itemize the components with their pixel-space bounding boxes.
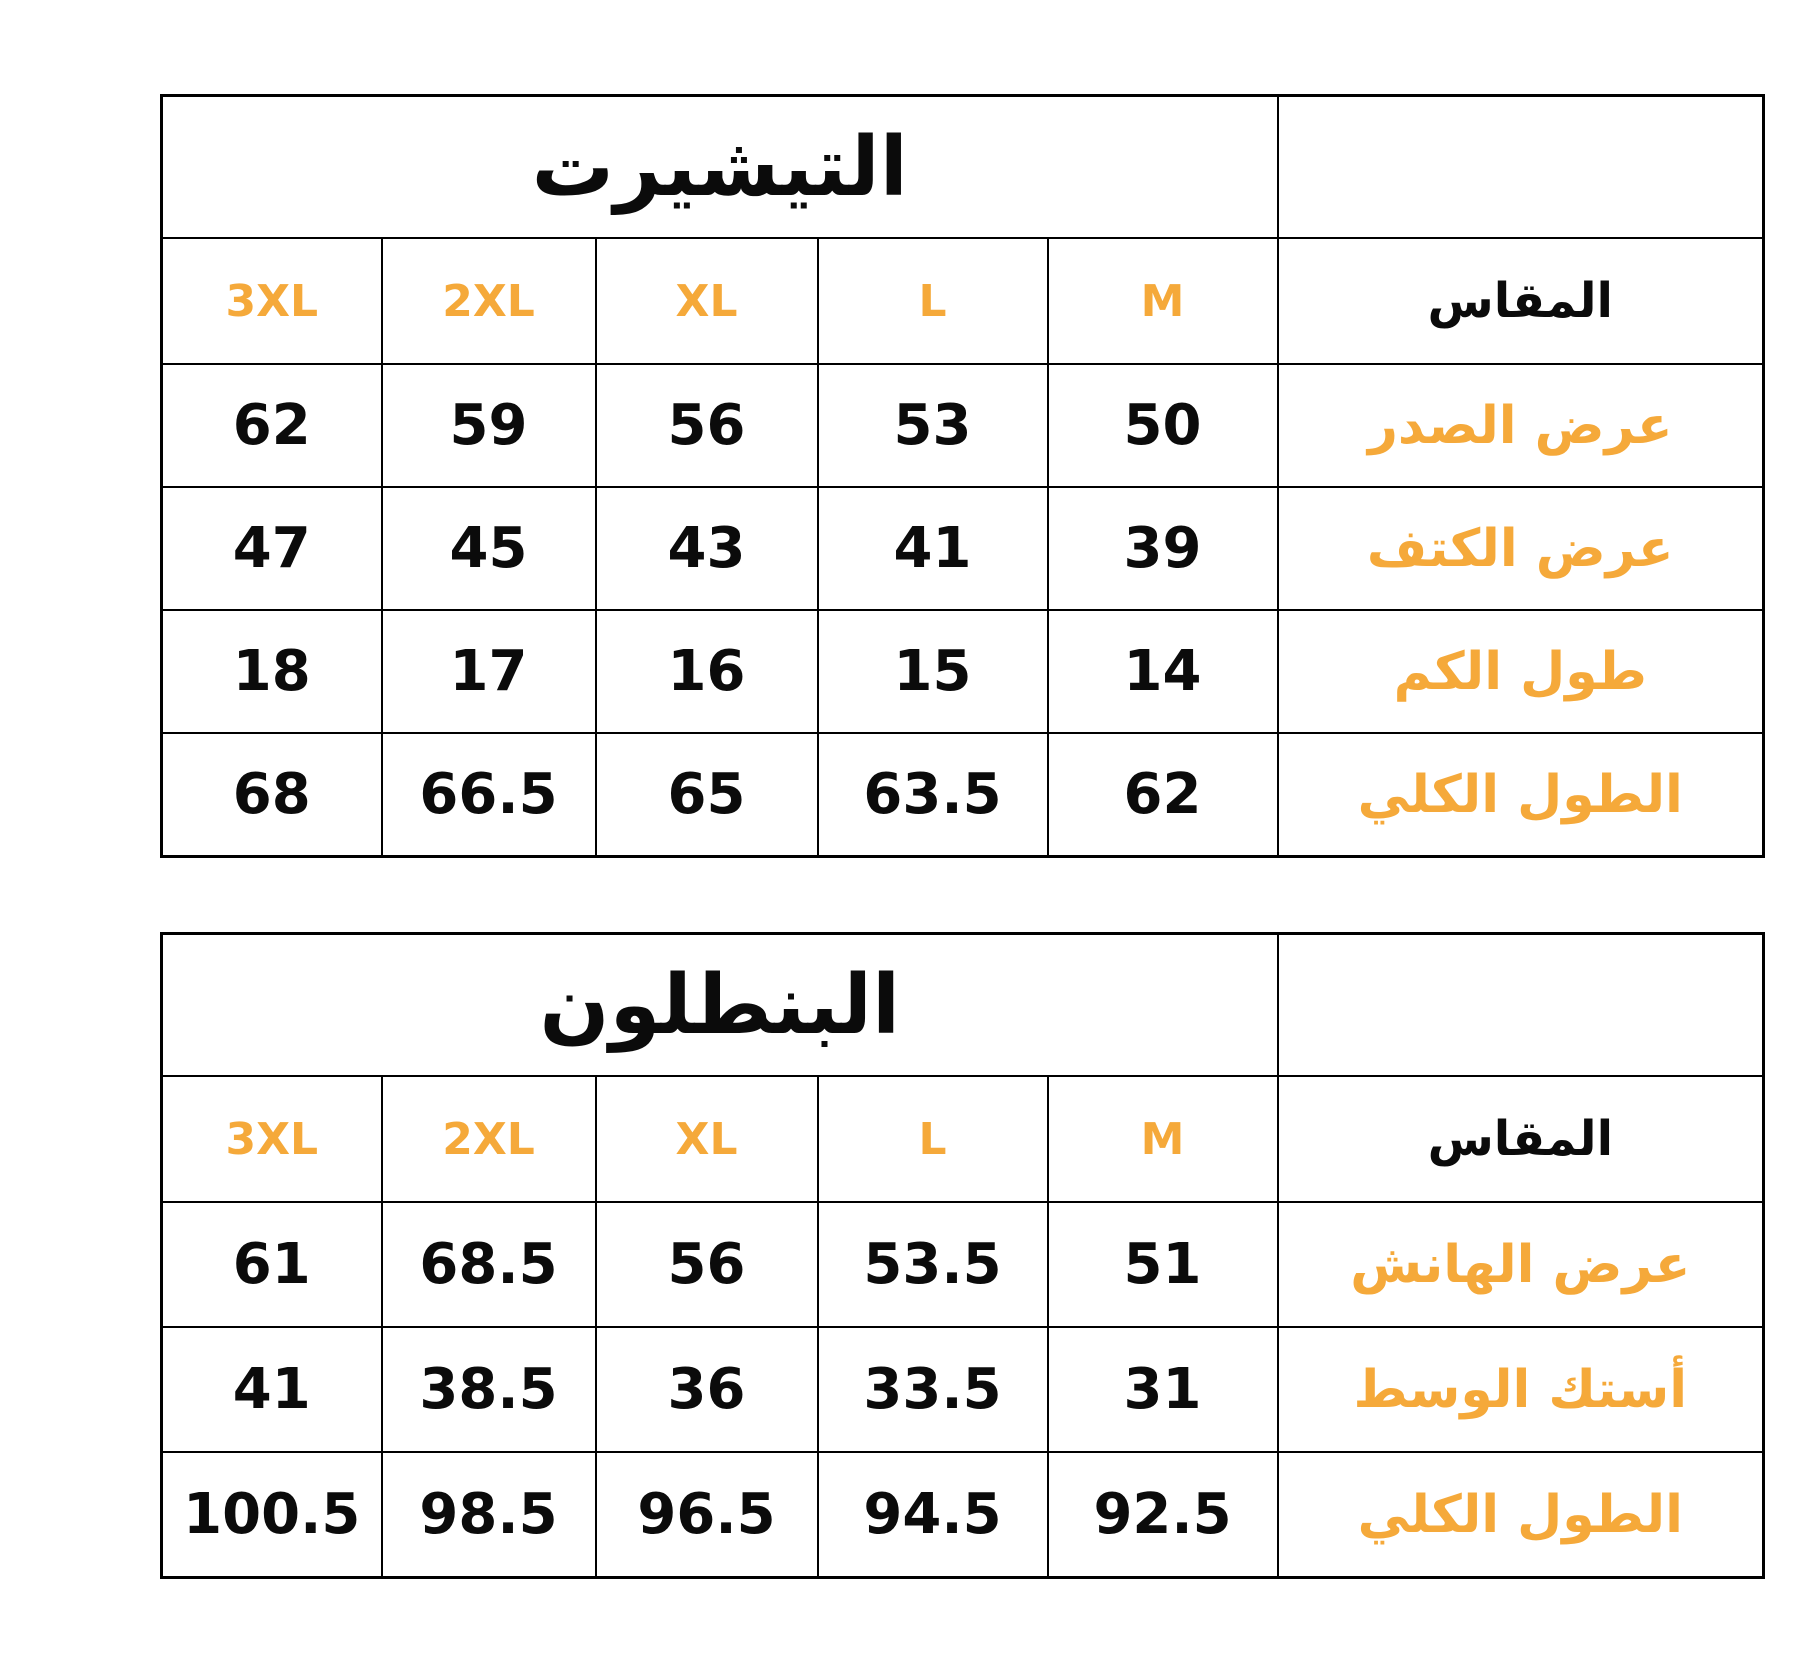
- size-label: L: [918, 1113, 947, 1165]
- value: 96.5: [637, 1482, 776, 1547]
- pants-blank-corner: [1278, 934, 1764, 1077]
- row-label-cell: [1278, 610, 1764, 733]
- value: 51: [1123, 1232, 1202, 1297]
- size-label: 3XL: [225, 1113, 319, 1165]
- measure-label: المقاس: [1427, 273, 1613, 329]
- value-cell: [382, 1202, 596, 1327]
- value-cell: [162, 1452, 382, 1578]
- size-label: M: [1140, 275, 1185, 327]
- size-header-l: [818, 238, 1048, 364]
- value-cell: [382, 1452, 596, 1578]
- value-cell: [1048, 364, 1278, 487]
- value: 56: [667, 393, 746, 458]
- table-row: [162, 487, 1764, 610]
- row-label-cell: [1278, 733, 1764, 857]
- value-cell: [162, 1202, 382, 1327]
- row-label: أستك الوسط: [1353, 1359, 1688, 1420]
- value: 56: [667, 1232, 746, 1297]
- value-cell: [162, 610, 382, 733]
- value: 100.5: [183, 1482, 361, 1547]
- value-cell: [596, 1202, 818, 1327]
- value-cell: [818, 487, 1048, 610]
- pants-size-header-row: [162, 1076, 1764, 1202]
- measure-header: [1278, 1076, 1764, 1202]
- value-cell: [596, 1327, 818, 1452]
- value: 98.5: [419, 1482, 558, 1547]
- pants-title: البنطلون: [539, 957, 901, 1053]
- measure-label: المقاس: [1427, 1111, 1614, 1167]
- value: 62: [1123, 762, 1202, 827]
- value-cell: [818, 1452, 1048, 1578]
- value-cell: [818, 610, 1048, 733]
- tshirt-size-header-row: [162, 238, 1764, 364]
- value: 31: [1123, 1357, 1202, 1422]
- size-header-xl: [596, 1076, 818, 1202]
- value-cell: [1048, 610, 1278, 733]
- size-header-3xl: [162, 1076, 382, 1202]
- value: 65: [667, 762, 746, 827]
- value: 62: [232, 393, 311, 458]
- row-label: الطول الكلي: [1357, 764, 1683, 825]
- tshirt-title-cell: [162, 96, 1278, 239]
- value-cell: [596, 487, 818, 610]
- tshirt-title-row: [162, 96, 1764, 239]
- size-header-2xl: [382, 1076, 596, 1202]
- value-cell: [162, 1327, 382, 1452]
- value: 61: [232, 1232, 311, 1297]
- table-row: [162, 1327, 1764, 1452]
- value: 94.5: [863, 1482, 1002, 1547]
- value: 59: [449, 393, 528, 458]
- size-label: M: [1140, 1113, 1185, 1165]
- size-header-m: [1048, 238, 1278, 364]
- table-row: [162, 1202, 1764, 1327]
- value: 38.5: [419, 1357, 558, 1422]
- value-cell: [162, 364, 382, 487]
- value: 47: [232, 516, 311, 581]
- value-cell: [1048, 1327, 1278, 1452]
- value: 68.5: [419, 1232, 558, 1297]
- row-label: عرض الكتف: [1366, 518, 1674, 579]
- size-label: XL: [675, 275, 738, 327]
- value-cell: [382, 733, 596, 857]
- value: 92.5: [1093, 1482, 1232, 1547]
- value: 53: [893, 393, 972, 458]
- pants-title-cell: [162, 934, 1278, 1077]
- value-cell: [382, 1327, 596, 1452]
- size-label: 2XL: [442, 1113, 535, 1165]
- value: 50: [1123, 393, 1202, 458]
- row-label: عرض الهانش: [1350, 1234, 1691, 1295]
- size-header-2xl: [382, 238, 596, 364]
- value-cell: [382, 364, 596, 487]
- row-label: الطول الكلي: [1357, 1484, 1683, 1545]
- value-cell: [596, 733, 818, 857]
- value-cell: [162, 487, 382, 610]
- value-cell: [818, 364, 1048, 487]
- value-cell: [818, 1202, 1048, 1327]
- value: 68: [232, 762, 311, 827]
- value: 63.5: [863, 762, 1002, 827]
- tshirt-blank-corner: [1278, 96, 1764, 239]
- size-header-m: [1048, 1076, 1278, 1202]
- value-cell: [1048, 487, 1278, 610]
- table-row: [162, 1452, 1764, 1578]
- size-label: L: [918, 275, 947, 327]
- value-cell: [1048, 1452, 1278, 1578]
- value: 41: [232, 1357, 311, 1422]
- table-row: [162, 610, 1764, 733]
- row-label-cell: [1278, 1202, 1764, 1327]
- value: 16: [667, 639, 746, 704]
- value-cell: [1048, 1202, 1278, 1327]
- value-cell: [596, 610, 818, 733]
- tshirt-size-table: [160, 94, 1765, 858]
- row-label-cell: [1278, 364, 1764, 487]
- pants-title-row: [162, 934, 1764, 1077]
- value: 14: [1123, 639, 1202, 704]
- size-header-xl: [596, 238, 818, 364]
- value: 36: [667, 1357, 746, 1422]
- value-cell: [382, 487, 596, 610]
- value: 39: [1123, 516, 1202, 581]
- size-label: XL: [675, 1113, 738, 1165]
- value: 17: [449, 639, 528, 704]
- row-label-cell: [1278, 487, 1764, 610]
- value: 33.5: [863, 1357, 1002, 1422]
- value: 43: [667, 516, 746, 581]
- size-label: 2XL: [442, 275, 535, 327]
- value-cell: [818, 1327, 1048, 1452]
- row-label: عرض الصدر: [1368, 395, 1673, 456]
- table-row: [162, 364, 1764, 487]
- value: 53.5: [863, 1232, 1002, 1297]
- value: 41: [893, 516, 972, 581]
- size-header-l: [818, 1076, 1048, 1202]
- row-label-cell: [1278, 1452, 1764, 1578]
- value-cell: [596, 1452, 818, 1578]
- size-header-3xl: [162, 238, 382, 364]
- pants-size-table: [160, 932, 1765, 1579]
- value: 66.5: [419, 762, 558, 827]
- value: 45: [449, 516, 528, 581]
- value-cell: [162, 733, 382, 857]
- row-label-cell: [1278, 1327, 1764, 1452]
- value: 18: [232, 639, 311, 704]
- tshirt-title: التيشيرت: [531, 119, 908, 215]
- size-label: 3XL: [225, 275, 319, 327]
- table-row: [162, 733, 1764, 857]
- value: 15: [893, 639, 972, 704]
- measure-header: [1278, 238, 1764, 364]
- value-cell: [596, 364, 818, 487]
- value-cell: [1048, 733, 1278, 857]
- value-cell: [818, 733, 1048, 857]
- row-label: طول الكم: [1393, 641, 1647, 702]
- value-cell: [382, 610, 596, 733]
